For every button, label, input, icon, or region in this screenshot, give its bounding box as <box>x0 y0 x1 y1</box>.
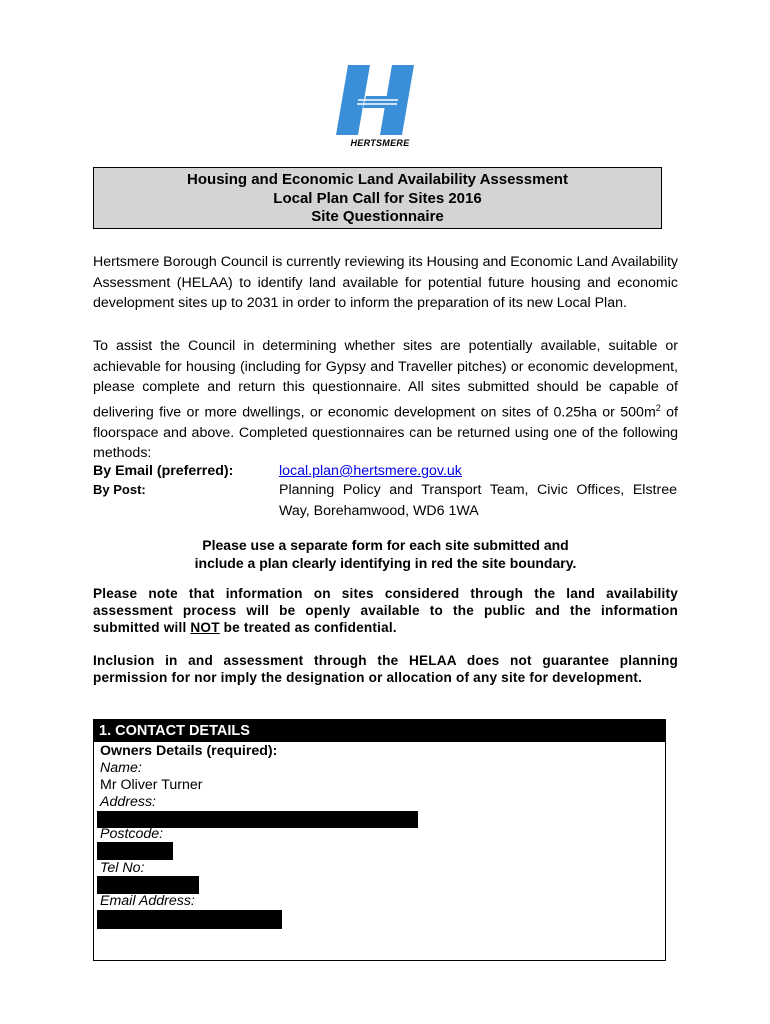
title-line-2: Local Plan Call for Sites 2016 <box>273 189 482 207</box>
intro-paragraph-2-text-end: of floorspace and above. Completed questionnaires can be returned using one of the following methods: <box>93 404 679 462</box>
hertsmere-logo <box>330 62 430 148</box>
email-redaction <box>97 910 282 929</box>
separate-form-line-2: include a plan clearly identifying in red the site boundary. <box>194 555 577 571</box>
title-line-3: Site Questionnaire <box>311 208 444 225</box>
name-value: Mr Oliver Turner <box>100 777 203 793</box>
post-method-label: By Post: <box>93 482 146 497</box>
intro-paragraph-2 <box>93 336 678 464</box>
separate-form-line-1: Please use a separate form for each site submitted and <box>202 537 569 553</box>
not-emphasis: NOT <box>190 620 220 635</box>
confidentiality-notice <box>93 585 678 636</box>
title-box <box>93 167 662 229</box>
logo-text: HERTSMERE <box>350 138 410 148</box>
separate-form-notice <box>93 536 678 572</box>
tel-label: Tel No: <box>100 860 145 876</box>
intro-paragraph-2-text: To assist the Council in determining whether sites are potentially available, suitable or achievable for housing (including for Gypsy and Traveller pitches) or economic development, please complete and return this questionnaire. All sites submitted should be capable of delivering five or more dwellings, or economic development on sites of 0.25ha or 500m <box>93 338 678 421</box>
intro-paragraph-1: Hertsmere Borough Council is currently reviewing its Housing and Economic Land Availability Assessment (HELAA) to identify land available for potential future housing and economic development sites up to 2031 in order to inform the preparation of its new Local Plan. <box>93 254 678 311</box>
address-label: Address: <box>100 794 156 810</box>
postcode-label: Postcode: <box>100 826 164 842</box>
inclusion-notice: Inclusion in and assessment through the HELAA does not guarantee planning permission for nor imply the designation or allocation of any site for development. <box>93 653 678 685</box>
confidentiality-text-end: be treated as confidential. <box>219 620 397 635</box>
email-method-label: By Email (preferred): <box>93 463 234 479</box>
owners-details-label: Owners Details (required): <box>100 743 278 759</box>
superscript: 2 <box>655 402 661 413</box>
hertsmere-h-icon <box>330 62 430 138</box>
tel-redaction <box>97 876 199 894</box>
email-link[interactable]: local.plan@hertsmere.gov.uk <box>279 463 462 479</box>
name-label: Name: <box>100 760 142 776</box>
title-line-1: Housing and Economic Land Availability Assessment <box>187 171 568 188</box>
confidentiality-text: Please note that information on sites considered through the land availability assessment process will be openly available to the public and the information submitted will <box>93 586 678 635</box>
postcode-redaction <box>97 842 173 860</box>
post-address: Planning Policy and Transport Team, Civic Offices, Elstree Way, Borehamwood, WD6 1WA <box>279 482 677 519</box>
email-address-label: Email Address: <box>100 893 195 909</box>
contact-details-header: 1. CONTACT DETAILS <box>94 720 665 742</box>
contact-details-section <box>93 719 666 961</box>
